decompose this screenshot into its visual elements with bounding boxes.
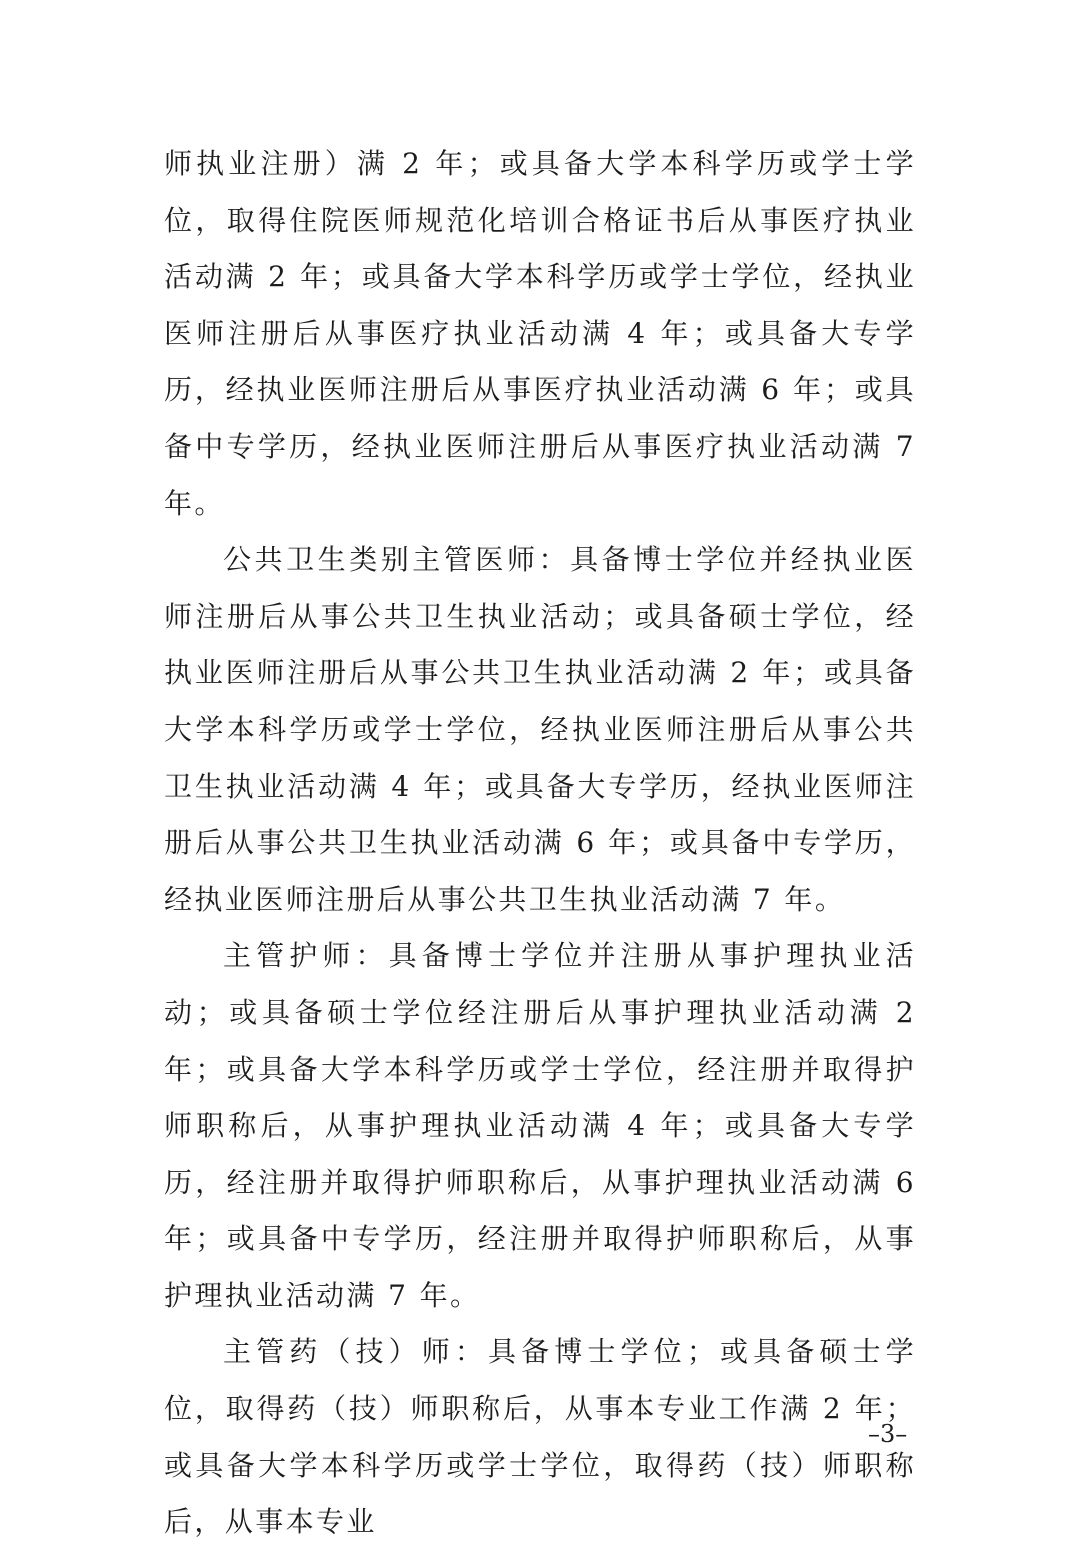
paragraph-charge-nurse: 主管护师：具备博士学位并注册从事护理执业活动；或具备硕士学位经注册后从事护理执业活动满 2 年；或具备大学本科学历或学士学位，经注册并取得护师职称后，从事护理执业活动满 4 年；或具备大专学历，经注册并取得护师职称后，从事护理执业活动满 6 年；或具备中专学历，经注册并取得护师职称后，从事护理执业活动满 7 年。 [164, 939, 916, 1312]
document-body [164, 136, 916, 1551]
paragraph-charge-pharmacist: 主管药（技）师：具备博士学位；或具备硕士学位，取得药（技）师职称后，从事本专业工作满 2 年；或具备大学本科学历或学士学位，取得药（技）师职称后，从事本专业 [164, 1335, 916, 1539]
page-number: –3– [868, 1420, 908, 1448]
paragraph-physician-continued: 师执业注册）满 2 年；或具备大学本科学历或学士学位，取得住院医师规范化培训合格证书后从事医疗执业活动满 2 年；或具备大学本科学历或学士学位，经执业医师注册后从事医疗执业活动满 4 年；或具备大专学历，经执业医师注册后从事医疗执业活动满 6 年；或具备中专学历，经执业医师注册后从事医疗执业活动满 7 年。 [164, 147, 916, 520]
paragraph-public-health-physician: 公共卫生类别主管医师：具备博士学位并经执业医师注册后从事公共卫生执业活动；或具备硕士学位，经执业医师注册后从事公共卫生执业活动满 2 年；或具备大学本科学历或学士学位，经执业医师注册后从事公共卫生执业活动满 4 年；或具备大专学历，经执业医师注册后从事公共卫生执业活动满 6 年；或具备中专学历，经执业医师注册后从事公共卫生执业活动满 7 年。 [164, 543, 916, 916]
